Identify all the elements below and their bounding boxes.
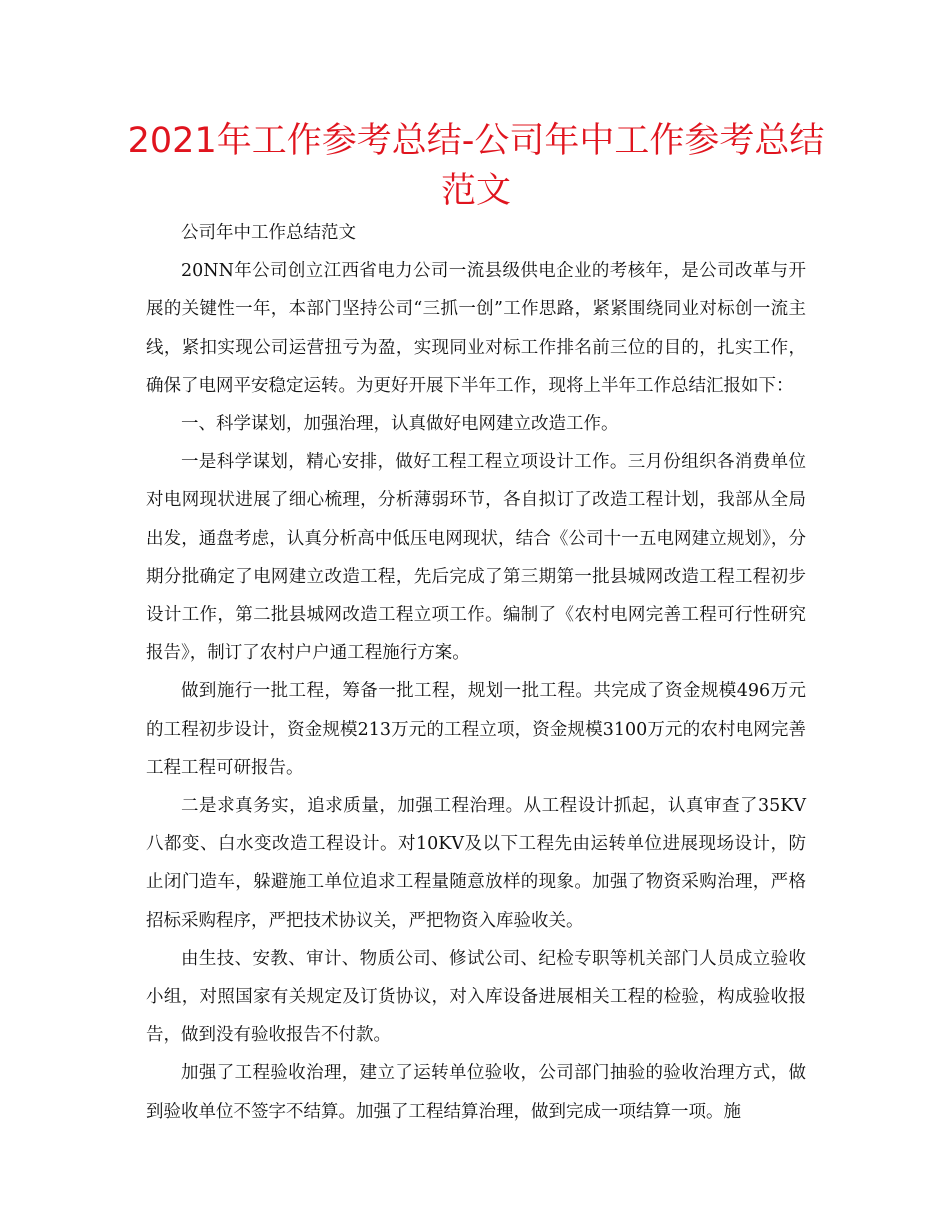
paragraph: 一是科学谋划，精心安排，做好工程工程立项设计工作。三月份组织各消费单位对电网现状进展了细心梳理，分析薄弱环节，各自拟订了改造工程计划，我部从全局出发，通盘考虑，认真分析高中低压电网现状，结合《公司十一五电网建立规划》，分期分批确定了电网建立改造工程，先后完成了第三期第一批县城网改造工程工程初步设计工作，第二批县城网改造工程立项工作。编制了《农村电网完善工程可行性研究报告》，制订了农村户户通工程施行方案。 [146, 452, 806, 664]
paragraph: 做到施行一批工程，筹备一批工程，规划一批工程。共完成了资金规模496万元的工程初步设计，资金规模213万元的工程立项，资金规模3100万元的农村电网完善工程工程可研报告。 [146, 681, 806, 778]
paragraph: 20NN年公司创立江西省电力公司一流县级供电企业的考核年，是公司改革与开展的关键性一年，本部门坚持公司“三抓一创”工作思路，紧紧围绕同业对标创一流主线，紧扣实现公司运营扭亏为盈，实现同业对标工作排名前三位的目的，扎实工作，确保了电网平安稳定运转。为更好开展下半年工作，现将上半年工作总结汇报如下： [146, 261, 806, 396]
paragraph: 二是求真务实，追求质量，加强工程治理。从工程设计抓起，认真审查了35KV八都变、白水变改造工程设计。对10KV及以下工程先由运转单位进展现场设计，防止闭门造车，躲避施工单位追求工程量随意放样的现象。加强了物资采购治理，严格招标采购程序，严把技术协议关，严把物资入库验收关。 [146, 796, 806, 931]
section-heading: 一、科学谋划，加强治理，认真做好电网建立改造工作。 [181, 414, 619, 435]
document-title: 2021年工作参考总结-公司年中工作参考总结范文 [127, 121, 825, 211]
paragraph: 由生技、安教、审计、物质公司、修试公司、纪检专职等机关部门人员成立验收小组，对照国家有关规定及订货协议，对入库设备进展相关工程的检验，构成验收报告，做到没有验收报告不付款。 [146, 948, 806, 1046]
document-body [146, 214, 806, 1131]
paragraph: 加强了工程验收治理，建立了运转单位验收，公司部门抽验的验收治理方式，做到验收单位不签字不结算。加强了工程结算治理，做到完成一项结算一项。施 [146, 1063, 806, 1122]
paragraph: 公司年中工作总结范文 [181, 223, 356, 243]
